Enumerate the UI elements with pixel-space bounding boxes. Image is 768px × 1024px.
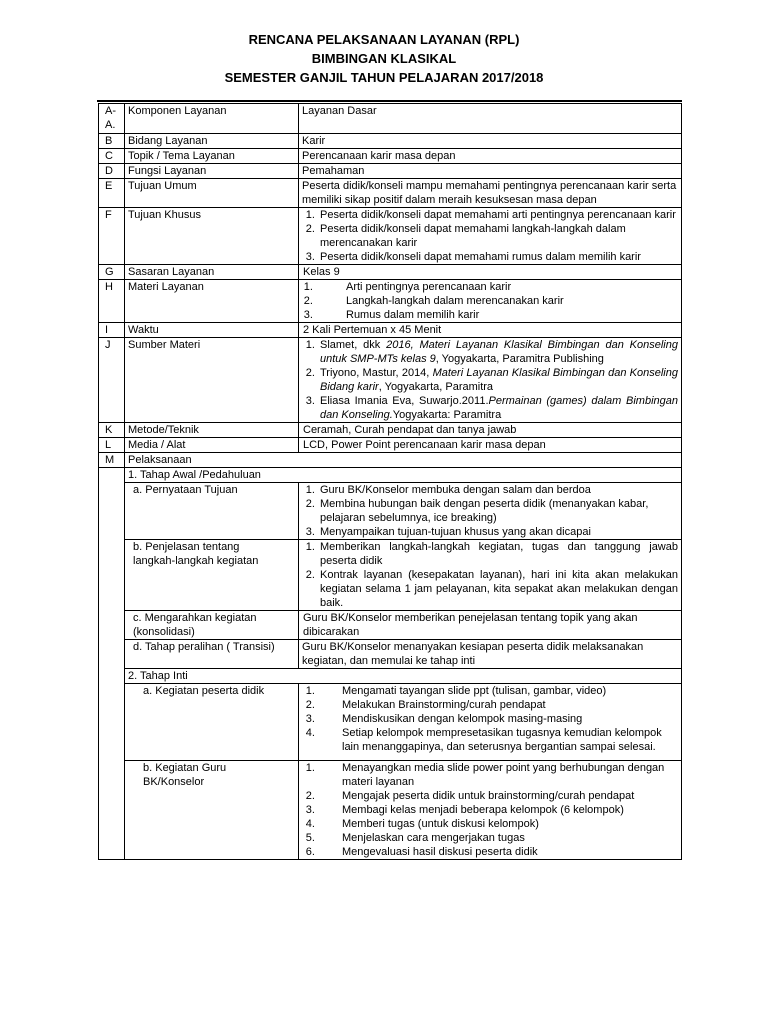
list-item <box>318 338 678 366</box>
list-item: 4. Memberi tugas (untuk diskusi kelompok) <box>318 817 678 831</box>
list-item: 3. Mendiskusikan dengan kelompok masing-masing <box>318 712 678 726</box>
list-item: 1. Arti pentingnya perencanaan karir <box>316 280 678 294</box>
row-value: LCD, Power Point perencanaan karir masa depan <box>299 438 682 453</box>
row-l <box>99 438 682 453</box>
row-value <box>299 280 682 323</box>
row-code: J <box>99 338 125 423</box>
ref-text: Slamet, dkk <box>320 339 387 351</box>
ref-publisher: Yogyakarta: Paramitra <box>392 409 502 421</box>
row-code: L <box>99 438 125 453</box>
ref-title: 2016, Materi Layanan Klasikal Bimbingan dan Konseling untuk SMP-MTs kelas 9 <box>320 339 678 365</box>
row-e <box>99 179 682 208</box>
row-label: c. Mengarahkan kegiatan (konsolidasi) <box>125 611 299 640</box>
row-value: Kelas 9 <box>299 265 682 280</box>
row-value <box>299 208 682 265</box>
list-item: 5. Menjelaskan cara mengerjakan tugas <box>318 831 678 845</box>
row-value: Layanan Dasar <box>299 104 682 134</box>
row-value: 2 Kali Pertemuan x 45 Menit <box>299 323 682 338</box>
row-label: Tujuan Khusus <box>125 208 299 265</box>
row-label: Media / Alat <box>125 438 299 453</box>
row-c <box>99 149 682 164</box>
row-g <box>99 265 682 280</box>
row-label: a. Kegiatan peserta didik <box>125 684 299 761</box>
row-k <box>99 423 682 438</box>
section-heading: 1. Tahap Awal /Pedahuluan <box>125 468 682 483</box>
row-label: b. Penjelasan tentang langkah-langkah kegiatan <box>125 540 299 611</box>
row-label: Komponen Layanan <box>125 104 299 134</box>
row-label: Materi Layanan <box>125 280 299 323</box>
row-h <box>99 280 682 323</box>
row-code: D <box>99 164 125 179</box>
list-item <box>318 366 678 394</box>
row-label: a. Pernyataan Tujuan <box>125 483 299 540</box>
row-label: Tujuan Umum <box>125 179 299 208</box>
list-item: 2. Membina hubungan baik dengan peserta didik (menanyakan kabar, pelajaran sebelumnya, ice breaking) <box>318 497 678 525</box>
kegiatan-peserta-list <box>302 684 678 754</box>
row-code: E <box>99 179 125 208</box>
section-heading: 2. Tahap Inti <box>125 669 682 684</box>
list-item: 4. Setiap kelompok mempresetasikan tugasnya kemudian kelompok lain menanggapinya, dan seterusnya bergantian sampai selesai. <box>318 726 678 754</box>
row-value: Ceramah, Curah pendapat dan tanya jawab <box>299 423 682 438</box>
list-item: 2. Langkah-langkah dalam merencanakan karir <box>316 294 678 308</box>
row-value <box>299 684 682 761</box>
row-a <box>99 104 682 134</box>
row-value: Guru BK/Konselor memberikan penejelasan tentang topik yang akan dibicarakan <box>299 611 682 640</box>
penjelasan-list <box>302 540 678 610</box>
row-code: I <box>99 323 125 338</box>
row-value: Guru BK/Konselor menanyakan kesiapan peserta didik melaksanakan kegiatan, dan memulai ke tahap inti <box>299 640 682 669</box>
row-value: Peserta didik/konseli mampu memahami pentingnya perencanaan karir serta memiliki sikap positif dalam meraih kesuksesan masa depan <box>299 179 682 208</box>
ref-text: Eliasa Imania Eva, Suwarjo.2011. <box>320 395 489 407</box>
ref-publisher: , Yogyakarta, Paramitra <box>378 381 494 393</box>
row-code: K <box>99 423 125 438</box>
list-item: 1. Peserta didik/konseli dapat memahami arti pentingnya perencanaan karir <box>318 208 678 222</box>
row-m <box>99 453 682 468</box>
ref-text: Triyono, Mastur, 2014, <box>320 367 433 379</box>
row-label: Waktu <box>125 323 299 338</box>
row-value: Perencanaan karir masa depan <box>299 149 682 164</box>
sumber-list <box>302 338 678 422</box>
list-item: 2. Melakukan Brainstorming/curah pendapat <box>318 698 678 712</box>
row-value: Karir <box>299 134 682 149</box>
list-item: 2. Mengajak peserta didik untuk brainstorming/curah pendapat <box>318 789 678 803</box>
list-item: 3. Peserta didik/konseli dapat memahami rumus dalam memilih karir <box>318 250 678 264</box>
tahap-awal-row <box>99 468 682 483</box>
row-i <box>99 323 682 338</box>
tujuan-khusus-list <box>302 208 678 264</box>
row-b <box>99 134 682 149</box>
document-header <box>0 30 768 87</box>
row-label: d. Tahap peralihan ( Transisi) <box>125 640 299 669</box>
doc-subtitle: BIMBINGAN KLASIKAL <box>311 51 457 66</box>
list-item: 1. Menayangkan media slide power point yang berhubungan dengan materi layanan <box>318 761 678 789</box>
list-item: 6. Mengevaluasi hasil diskusi peserta didik <box>318 845 678 859</box>
list-item: 3. Menyampaikan tujuan-tujuan khusus yang akan dicapai <box>318 525 678 539</box>
transisi-row <box>99 640 682 669</box>
row-code: M <box>99 453 125 468</box>
doc-title: RENCANA PELAKSANAAN LAYANAN (RPL) <box>248 32 520 47</box>
row-code: F <box>99 208 125 265</box>
row-j <box>99 338 682 423</box>
list-item: 1. Mengamati tayangan slide ppt (tulisan, gambar, video) <box>318 684 678 698</box>
ref-title: Materi Layanan Klasikal Bimbingan dan Konseling Bidang karir <box>320 367 678 393</box>
list-item: 3. Rumus dalam memilih karir <box>316 308 678 322</box>
penjelasan-row <box>99 540 682 611</box>
list-item: 2. Kontrak layanan (kesepakatan layanan), hari ini kita akan melakukan kegiatan selama 1 jam pelayanan, kita sepakat akan melakukan dengan baik. <box>318 568 678 610</box>
rpl-table <box>98 103 682 860</box>
row-code: A-A. <box>99 104 125 134</box>
list-item <box>318 394 678 422</box>
row-label: Fungsi Layanan <box>125 164 299 179</box>
list-item: 1. Memberikan langkah-langkah kegiatan, tugas dan tanggung jawab peserta didik <box>318 540 678 568</box>
konsolidasi-row <box>99 611 682 640</box>
row-label: Topik / Tema Layanan <box>125 149 299 164</box>
list-item: 3. Membagi kelas menjadi beberapa kelompok (6 kelompok) <box>318 803 678 817</box>
row-label: Sasaran Layanan <box>125 265 299 280</box>
row-value: Pemahaman <box>299 164 682 179</box>
row-d <box>99 164 682 179</box>
tahap-inti-row <box>99 669 682 684</box>
ref-title: Permainan (games) dalam Bimbingan dan Konseling. <box>320 395 678 421</box>
row-label: Sumber Materi <box>125 338 299 423</box>
row-value <box>299 761 682 860</box>
kegiatan-peserta-row <box>99 684 682 761</box>
top-rule <box>97 100 682 102</box>
row-label: Bidang Layanan <box>125 134 299 149</box>
doc-semester: SEMESTER GANJIL TAHUN PELAJARAN 2017/2018 <box>224 70 544 85</box>
materi-list <box>302 280 678 322</box>
row-code: B <box>99 134 125 149</box>
row-code: C <box>99 149 125 164</box>
row-value <box>299 338 682 423</box>
row-f <box>99 208 682 265</box>
row-label: Pelaksanaan <box>125 453 682 468</box>
pernyataan-tujuan-row <box>99 483 682 540</box>
row-label: b. Kegiatan Guru BK/Konselor <box>125 761 299 860</box>
row-code: G <box>99 265 125 280</box>
row-code: H <box>99 280 125 323</box>
kegiatan-guru-list <box>302 761 678 859</box>
ref-publisher: , Yogyakarta, Paramitra Publishing <box>435 353 604 365</box>
kegiatan-guru-row <box>99 761 682 860</box>
pernyataan-list <box>302 483 678 539</box>
list-item: 1. Guru BK/Konselor membuka dengan salam dan berdoa <box>318 483 678 497</box>
list-item: 2. Peserta didik/konseli dapat memahami langkah-langkah dalam merencanakan karir <box>318 222 678 250</box>
row-label: Metode/Teknik <box>125 423 299 438</box>
row-value <box>299 483 682 540</box>
row-value <box>299 540 682 611</box>
